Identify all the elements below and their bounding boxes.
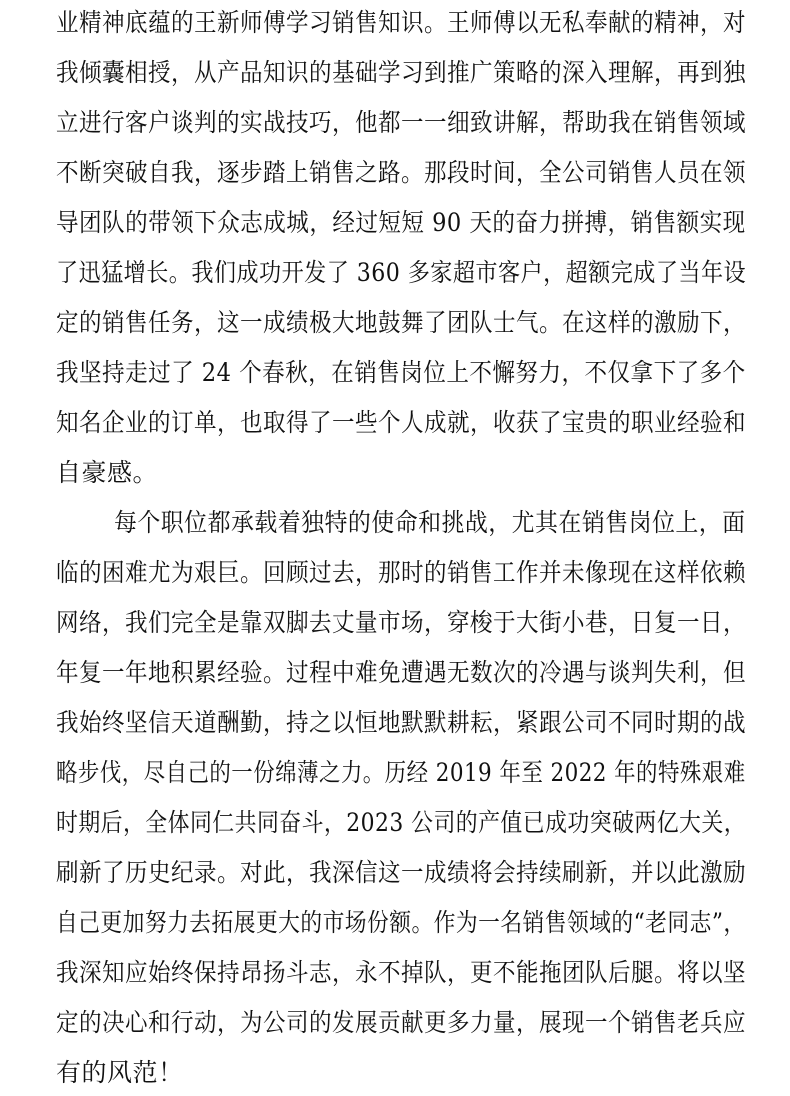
paragraph-2-line-5: 我始终坚信天道酬勤，持之以恒地默默耕耘，紧跟公司不同时期的战 [56, 708, 747, 737]
paragraph-1-line-7: 定的销售任务，这一成绩极大地鼓舞了团队士气。在这样的激励下， [56, 308, 747, 337]
paragraph-2-line-4: 年复一年地积累经验。过程中难免遭遇无数次的冷遇与谈判失利，但 [56, 658, 747, 687]
paragraph-2-line-8: 刷新了历史纪录。对此，我深信这一成绩将会持续刷新，并以此激励 [56, 858, 747, 887]
paragraph-2-line-3: 网络，我们完全是靠双脚去丈量市场，穿梭于大街小巷，日复一日， [56, 608, 747, 637]
paragraph-2-line-2: 临的困难尤为艰巨。回顾过去，那时的销售工作并未像现在这样依赖 [56, 558, 747, 587]
paragraph-1-line-10: 自豪感。 [56, 458, 159, 487]
paragraph-1-line-6: 了迅猛增长。我们成功开发了 360 多家超市客户，超额完成了当年设 [56, 258, 747, 287]
paragraph-2-line-1: 每个职位都承载着独特的使命和挑战，尤其在销售岗位上，面 [114, 508, 746, 537]
paragraph-2-line-6: 略步伐，尽自己的一份绵薄之力。历经 2019 年至 2022 年的特殊艰难 [56, 758, 746, 787]
paragraph-1-line-4: 不断突破自我，逐步踏上销售之路。那段时间，全公司销售人员在领 [56, 158, 747, 187]
paragraph-2-line-11: 定的决心和行动，为公司的发展贡献更多力量，展现一个销售老兵应 [56, 1008, 747, 1037]
paragraph-2-line-7: 时期后，全体同仁共同奋斗，2023 公司的产值已成功突破两亿大关， [56, 808, 747, 837]
paragraph-1-line-8: 我坚持走过了 24 个春秋，在销售岗位上不懈努力，不仅拿下了多个 [56, 358, 746, 387]
paragraph-2-line-9: 自己更加努力去拓展更大的市场份额。作为一名销售领域的“老同志”， [56, 908, 746, 937]
paragraph-2-line-10: 我深知应始终保持昂扬斗志，永不掉队，更不能拖团队后腿。将以坚 [56, 958, 747, 987]
paragraph-1-line-9: 知名企业的订单，也取得了一些个人成就，收获了宝贵的职业经验和 [56, 408, 747, 437]
paragraph-1-line-5: 导团队的带领下众志成城，经过短短 90 天的奋力拼搏，销售额实现 [56, 208, 746, 237]
paragraph-2-line-12: 有的风范！ [56, 1058, 184, 1087]
paragraph-1-line-3: 立进行客户谈判的实战技巧，他都一一细致讲解，帮助我在销售领域 [56, 108, 747, 137]
paragraph-1-line-2: 我倾囊相授，从产品知识的基础学习到推广策略的深入理解，再到独 [56, 58, 747, 87]
paragraph-1-line-1: 业精神底蕴的王新师傅学习销售知识。王师傅以无私奉献的精神，对 [56, 8, 747, 37]
